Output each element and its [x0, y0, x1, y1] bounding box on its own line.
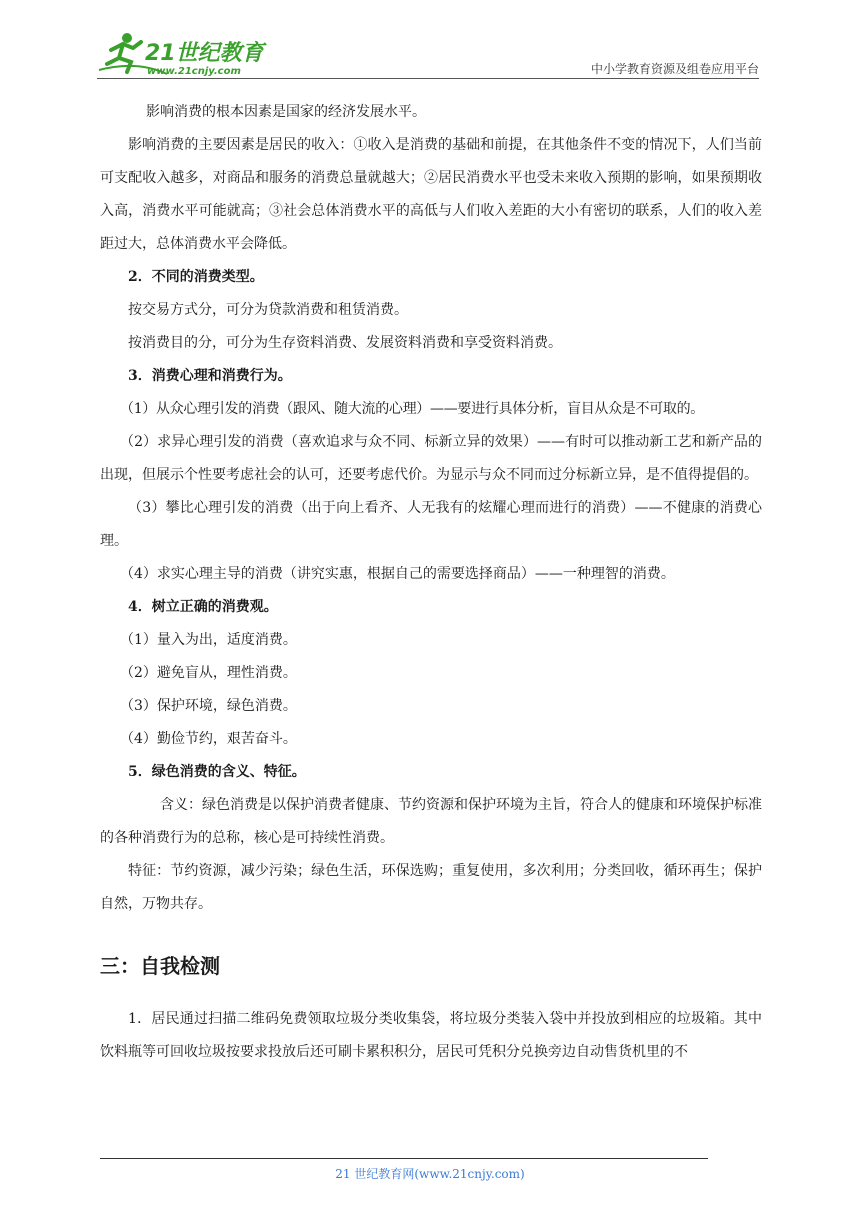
paragraph: 影响消费的主要因素是居民的收入：①收入是消费的基础和前提，在其他条件不变的情况下，人们当前可支配收入越多，对商品和服务的消费总量就越大；②居民消费水平也受未来收入预期的影响，如果预期收入高，消费水平可能就高；③社会总体消费水平的高低与人们收入差距的大小有密切的联系，人们的收入差距过大，总体消费水平会降低。 — [100, 137, 762, 252]
list-item: （1）量入为出，适度消费。 — [120, 632, 297, 648]
heading-4: 4．树立正确的消费观。 — [128, 599, 278, 615]
runner-logo-icon — [97, 30, 267, 78]
heading-3: 3．消费心理和消费行为。 — [128, 368, 292, 384]
paragraph: 特征：节约资源，减少污染；绿色生活，环保选购；重复使用，多次利用；分类回收，循环再生；保护自然，万物共存。 — [100, 863, 762, 912]
paragraph: （2）求异心理引发的消费（喜欢追求与众不同、标新立异的效果）——有时可以推动新工艺和新产品的出现，但展示个性要考虑社会的认可，还要考虑代价。为显示与众不同而过分标新立异，是不值得提倡的。 — [100, 434, 762, 483]
heading-2: 2．不同的消费类型。 — [128, 269, 264, 285]
paragraph: （3）攀比心理引发的消费（出于向上看齐、人无我有的炫耀心理而进行的消费）——不健康的消费心理。 — [100, 500, 762, 549]
paragraph: （4）求实心理主导的消费（讲究实惠，根据自己的需要选择商品）——一种理智的消费。 — [120, 566, 675, 582]
paragraph: 按交易方式分，可分为贷款消费和租赁消费。 — [128, 302, 408, 318]
heading-5: 5．绿色消费的含义、特征。 — [128, 764, 306, 780]
paragraph: 按消费目的分，可分为生存资料消费、发展资料消费和享受资料消费。 — [128, 335, 562, 351]
section-title: 三：自我检测 — [100, 954, 220, 978]
document-body — [100, 96, 762, 1069]
paragraph: 影响消费的根本因素是国家的经济发展水平。 — [146, 104, 426, 120]
logo — [97, 30, 267, 78]
question: 1．居民通过扫描二维码免费领取垃圾分类收集袋，将垃圾分类装入袋中并投放到相应的垃圾箱。其中饮料瓶等可回收垃圾按要求投放后还可刷卡累积积分，居民可凭积分兑换旁边自动售货机里的不 — [100, 1011, 762, 1060]
paragraph: 含义：绿色消费是以保护消费者健康、节约资源和保护环境为主旨，符合人的健康和环境保护标准的各种消费行为的总称，核心是可持续性消费。 — [100, 797, 762, 846]
list-item: （3）保护环境，绿色消费。 — [120, 698, 297, 714]
platform-name: 中小学教育资源及组卷应用平台 — [590, 62, 759, 76]
logo-sub-text: www.21cnjy.com — [147, 66, 241, 77]
header-divider — [97, 78, 759, 79]
list-item: （2）避免盲从，理性消费。 — [120, 665, 297, 681]
paragraph: （1）从众心理引发的消费（跟风、随大流的心理）——要进行具体分析，盲目从众是不可取的。 — [120, 401, 705, 417]
page-header — [97, 30, 759, 80]
logo-main-text: 21世纪教育 — [145, 41, 264, 66]
footer-divider — [100, 1158, 708, 1159]
list-item: （4）勤俭节约，艰苦奋斗。 — [120, 731, 297, 747]
footer-link[interactable]: 21 世纪教育网(www.21cnjy.com) — [335, 1167, 525, 1181]
